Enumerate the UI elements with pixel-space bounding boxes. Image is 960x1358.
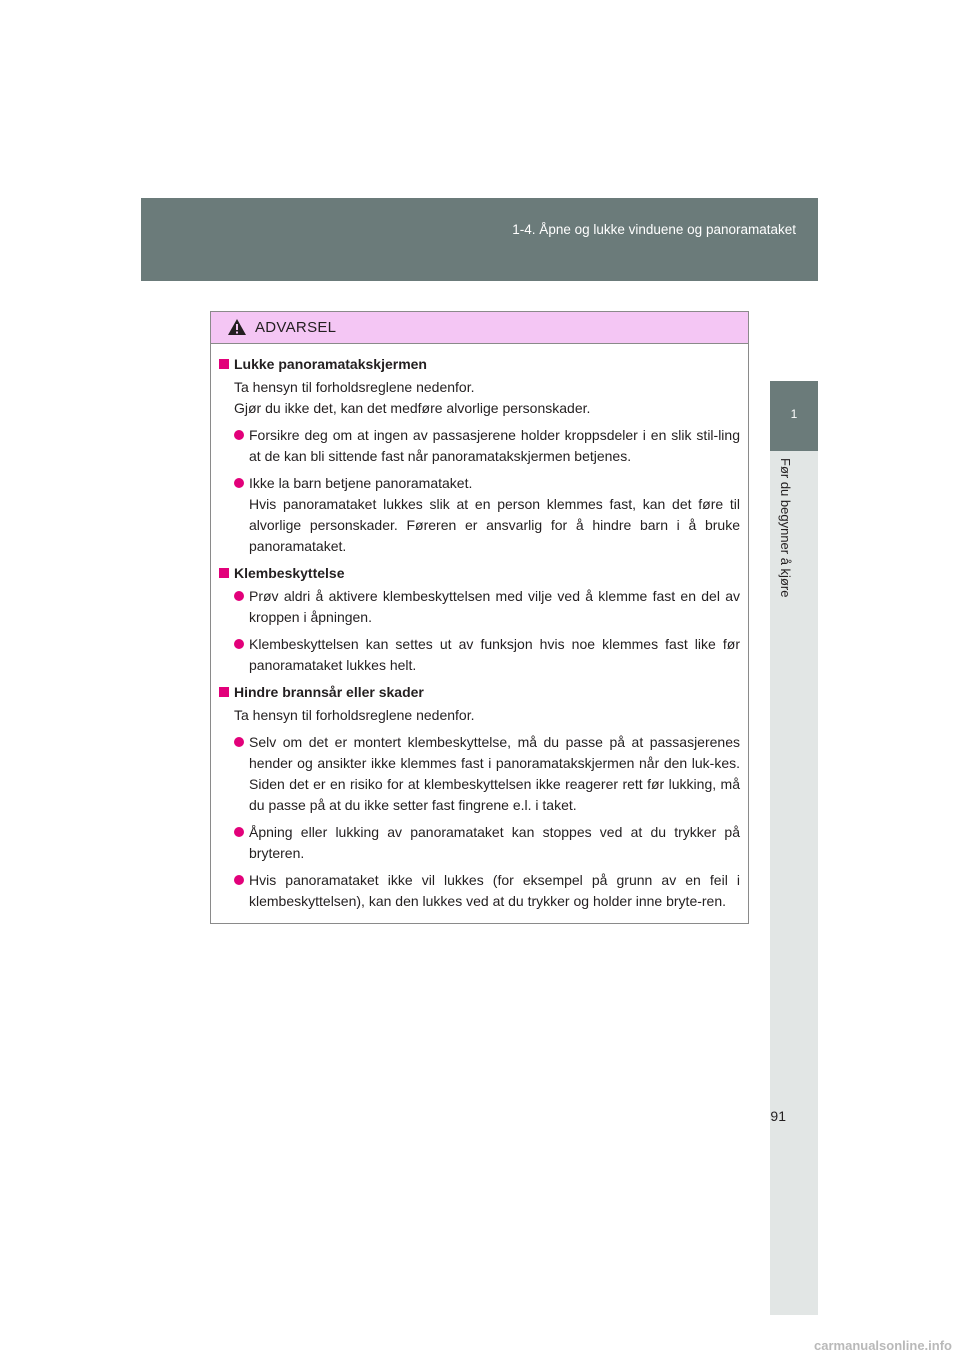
section-heading: Klembeskyttelse (219, 563, 740, 584)
list-item: Forsikre deg om at ingen av passasjerene holder kroppsdeler i en slik stil-ling at de kan bli sittende fast når panoramatakskjermen betjenes. (219, 425, 740, 467)
page-number: 91 (770, 1108, 786, 1124)
section-header-bar (141, 198, 818, 281)
chapter-label: Før du begynner å kjøre (778, 458, 793, 598)
warning-box (210, 311, 749, 924)
round-bullet-icon (234, 639, 244, 649)
section-title: 1-4. Åpne og lukke vinduene og panoramataket (512, 222, 796, 237)
chapter-tab (770, 381, 818, 451)
round-bullet-icon (234, 591, 244, 601)
square-bullet-icon (219, 568, 229, 578)
round-bullet-icon (234, 430, 244, 440)
section-lukke (219, 354, 740, 557)
warning-triangle-icon (227, 318, 247, 336)
section-heading: Hindre brannsår eller skader (219, 682, 740, 703)
list-item: Klembeskyttelsen kan settes ut av funksjon hvis noe klemmes fast like før panoramataket lukkes helt. (219, 634, 740, 676)
warning-title: ADVARSEL (255, 319, 337, 336)
warning-header (211, 312, 748, 344)
square-bullet-icon (219, 359, 229, 369)
section-heading: Lukke panoramatakskjermen (219, 354, 740, 375)
list-item: Ikke la barn betjene panoramataket. Hvis panoramataket lukkes slik at en person klemmes fast, kan det føre til alvorlige personskader. Føreren er ansvarlig for å hindre barn i å bruke panoramataket. (219, 473, 740, 557)
round-bullet-icon (234, 737, 244, 747)
round-bullet-icon (234, 875, 244, 885)
list-item: Åpning eller lukking av panoramataket kan stoppes ved at du trykker på bryteren. (219, 822, 740, 864)
section-klembeskyttelse (219, 563, 740, 676)
list-item: Selv om det er montert klembeskyttelse, må du passe på at passasjerenes hender og ansikter ikke klemmes fast i panoramatakskjermen når den luk-kes. Siden det er en risiko for at klembeskyttelsen ikke reagerer rett før lukking, må du passe på at du ikke setter fast fingrene e.l. i taket. (219, 732, 740, 816)
chapter-number: 1 (790, 407, 798, 421)
section-hindre (219, 682, 740, 912)
round-bullet-icon (234, 478, 244, 488)
warning-body (211, 344, 748, 912)
list-item: Hvis panoramataket ikke vil lukkes (for eksempel på grunn av en feil i klembeskyttelsen), kan den lukkes ved at du trykker og holder inne bryte-ren. (219, 870, 740, 912)
round-bullet-icon (234, 827, 244, 837)
square-bullet-icon (219, 687, 229, 697)
intro-paragraph: Ta hensyn til forholdsreglene nedenfor. Gjør du ikke det, kan det medføre alvorlige personskader. (234, 379, 591, 416)
watermark: carmanualsonline.info (814, 1338, 952, 1353)
intro-paragraph: Ta hensyn til forholdsreglene nedenfor. (234, 707, 475, 723)
list-item: Prøv aldri å aktivere klembeskyttelsen med vilje ved å klemme fast en del av kroppen i åpningen. (219, 586, 740, 628)
